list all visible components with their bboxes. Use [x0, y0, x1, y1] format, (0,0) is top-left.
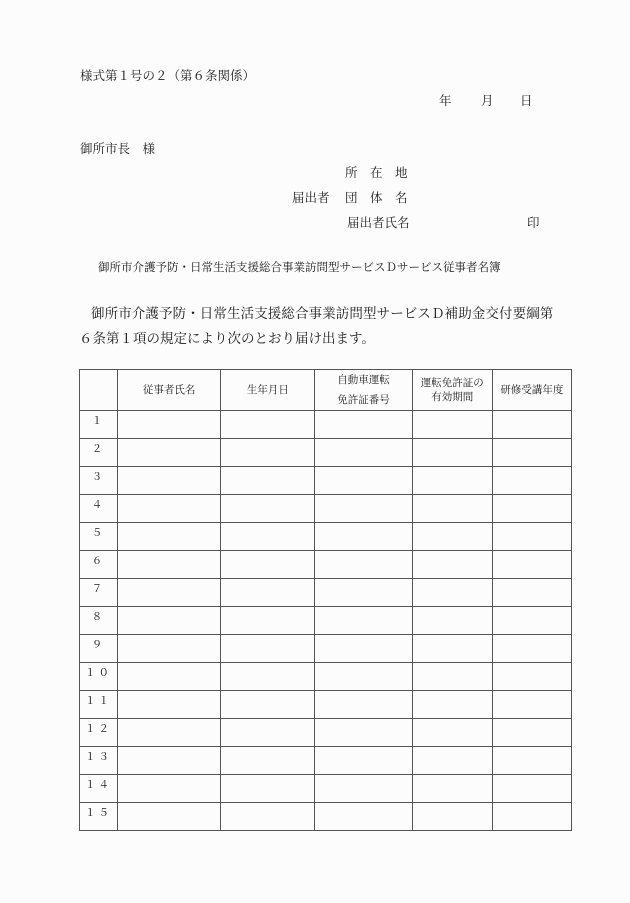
training-year-cell[interactable]: [492, 607, 571, 635]
row-number: ７: [80, 579, 118, 607]
header-training-year: 研修受講年度: [492, 370, 571, 411]
row-number: １０: [80, 663, 118, 691]
license-number-cell[interactable]: [315, 775, 412, 803]
birth-date-cell[interactable]: [221, 579, 315, 607]
table-row: [80, 551, 572, 579]
license-validity-cell[interactable]: [412, 607, 492, 635]
license-validity-cell[interactable]: [412, 467, 492, 495]
table-row: [80, 663, 572, 691]
date-year-label: 年: [439, 93, 452, 108]
license-number-cell[interactable]: [315, 719, 412, 747]
training-year-cell[interactable]: [492, 411, 571, 439]
birth-date-cell[interactable]: [221, 495, 315, 523]
table-row: [80, 439, 572, 467]
form-number: 様式第１号の２（第６条関係）: [80, 68, 256, 83]
training-year-cell[interactable]: [492, 467, 571, 495]
addressee: 御所市長 様: [80, 141, 156, 156]
staff-name-cell[interactable]: [118, 719, 221, 747]
table-row: [80, 691, 572, 719]
license-validity-cell[interactable]: [412, 523, 492, 551]
license-number-cell[interactable]: [315, 663, 412, 691]
row-number: ８: [80, 607, 118, 635]
license-number-cell[interactable]: [315, 551, 412, 579]
staff-name-cell[interactable]: [118, 691, 221, 719]
submitter-name-label: 届出者氏名: [347, 215, 410, 230]
submitter-label: 届出者: [292, 190, 330, 205]
table-row: [80, 803, 572, 831]
row-number: １２: [80, 719, 118, 747]
row-number: １５: [80, 803, 118, 831]
header-license-number: 自動車運転 免許証番号: [315, 370, 412, 411]
staff-name-cell[interactable]: [118, 411, 221, 439]
document-title: 御所市介護予防・日常生活支援総合事業訪問型サービスＤサービス従事者名簿: [98, 260, 501, 274]
staff-name-cell[interactable]: [118, 663, 221, 691]
staff-name-cell[interactable]: [118, 495, 221, 523]
table-row: [80, 523, 572, 551]
birth-date-cell[interactable]: [221, 803, 315, 831]
license-validity-cell[interactable]: [412, 551, 492, 579]
row-number: ２: [80, 439, 118, 467]
license-number-cell[interactable]: [315, 747, 412, 775]
training-year-cell[interactable]: [492, 579, 571, 607]
birth-date-cell[interactable]: [221, 523, 315, 551]
training-year-cell[interactable]: [492, 495, 571, 523]
birth-date-cell[interactable]: [221, 747, 315, 775]
table-row: [80, 467, 572, 495]
staff-name-cell[interactable]: [118, 551, 221, 579]
birth-date-cell[interactable]: [221, 719, 315, 747]
training-year-cell[interactable]: [492, 719, 571, 747]
date-month-label: 月: [481, 93, 494, 108]
staff-name-cell[interactable]: [118, 775, 221, 803]
birth-date-cell[interactable]: [221, 663, 315, 691]
training-year-cell[interactable]: [492, 439, 571, 467]
header-staff-name: 従事者氏名: [118, 370, 221, 411]
birth-date-cell[interactable]: [221, 691, 315, 719]
license-number-cell[interactable]: [315, 635, 412, 663]
table-row: [80, 495, 572, 523]
table-row: [80, 579, 572, 607]
date-day-label: 日: [520, 93, 533, 108]
birth-date-cell[interactable]: [221, 411, 315, 439]
license-validity-cell[interactable]: [412, 775, 492, 803]
training-year-cell[interactable]: [492, 691, 571, 719]
training-year-cell[interactable]: [492, 775, 571, 803]
staff-name-cell[interactable]: [118, 523, 221, 551]
row-number: １３: [80, 747, 118, 775]
org-name-label: 団 体 名: [345, 190, 408, 205]
staff-name-cell[interactable]: [118, 467, 221, 495]
birth-date-cell[interactable]: [221, 551, 315, 579]
table-row: [80, 747, 572, 775]
location-label: 所 在 地: [345, 165, 408, 180]
staff-name-cell[interactable]: [118, 439, 221, 467]
table-row: [80, 411, 572, 439]
training-year-cell[interactable]: [492, 635, 571, 663]
staff-roster-table: [79, 369, 572, 831]
training-year-cell[interactable]: [492, 803, 571, 831]
table-row: [80, 635, 572, 663]
training-year-cell[interactable]: [492, 551, 571, 579]
header-birth-date: 生年月日: [221, 370, 315, 411]
license-validity-cell[interactable]: [412, 635, 492, 663]
license-validity-cell[interactable]: [412, 579, 492, 607]
row-number: ５: [80, 523, 118, 551]
header-license-validity: 運転免許証の 有効期間: [412, 370, 492, 411]
birth-date-cell[interactable]: [221, 607, 315, 635]
license-validity-cell[interactable]: [412, 747, 492, 775]
training-year-cell[interactable]: [492, 747, 571, 775]
staff-name-cell[interactable]: [118, 635, 221, 663]
row-number: ６: [80, 551, 118, 579]
license-validity-cell[interactable]: [412, 803, 492, 831]
row-number: １: [80, 411, 118, 439]
row-number: ４: [80, 495, 118, 523]
table-row: [80, 607, 572, 635]
license-number-cell[interactable]: [315, 523, 412, 551]
license-number-cell[interactable]: [315, 607, 412, 635]
license-number-cell[interactable]: [315, 495, 412, 523]
table-header-row: [80, 370, 572, 411]
training-year-cell[interactable]: [492, 663, 571, 691]
license-number-cell[interactable]: [315, 803, 412, 831]
table-row: [80, 775, 572, 803]
license-validity-cell[interactable]: [412, 439, 492, 467]
license-validity-cell[interactable]: [412, 495, 492, 523]
staff-name-cell[interactable]: [118, 747, 221, 775]
row-number: １４: [80, 775, 118, 803]
table-row: [80, 719, 572, 747]
license-number-cell[interactable]: [315, 439, 412, 467]
seal-mark: 印: [527, 215, 540, 230]
row-number: ９: [80, 635, 118, 663]
body-text-line-1: 御所市介護予防・日常生活支援総合事業訪問型サービスＤ補助金交付要綱第: [91, 306, 554, 322]
body-text-line-2: ６条第１項の規定により次のとおり届け出ます。: [79, 331, 375, 347]
birth-date-cell[interactable]: [221, 635, 315, 663]
license-number-cell[interactable]: [315, 691, 412, 719]
license-number-cell[interactable]: [315, 579, 412, 607]
birth-date-cell[interactable]: [221, 775, 315, 803]
training-year-cell[interactable]: [492, 523, 571, 551]
license-validity-cell[interactable]: [412, 691, 492, 719]
license-validity-cell[interactable]: [412, 411, 492, 439]
birth-date-cell[interactable]: [221, 467, 315, 495]
row-number: １１: [80, 691, 118, 719]
row-number: ３: [80, 467, 118, 495]
staff-name-cell[interactable]: [118, 803, 221, 831]
license-validity-cell[interactable]: [412, 663, 492, 691]
birth-date-cell[interactable]: [221, 439, 315, 467]
staff-name-cell[interactable]: [118, 607, 221, 635]
license-number-cell[interactable]: [315, 467, 412, 495]
staff-name-cell[interactable]: [118, 579, 221, 607]
header-number: [80, 370, 118, 411]
license-number-cell[interactable]: [315, 411, 412, 439]
license-validity-cell[interactable]: [412, 719, 492, 747]
